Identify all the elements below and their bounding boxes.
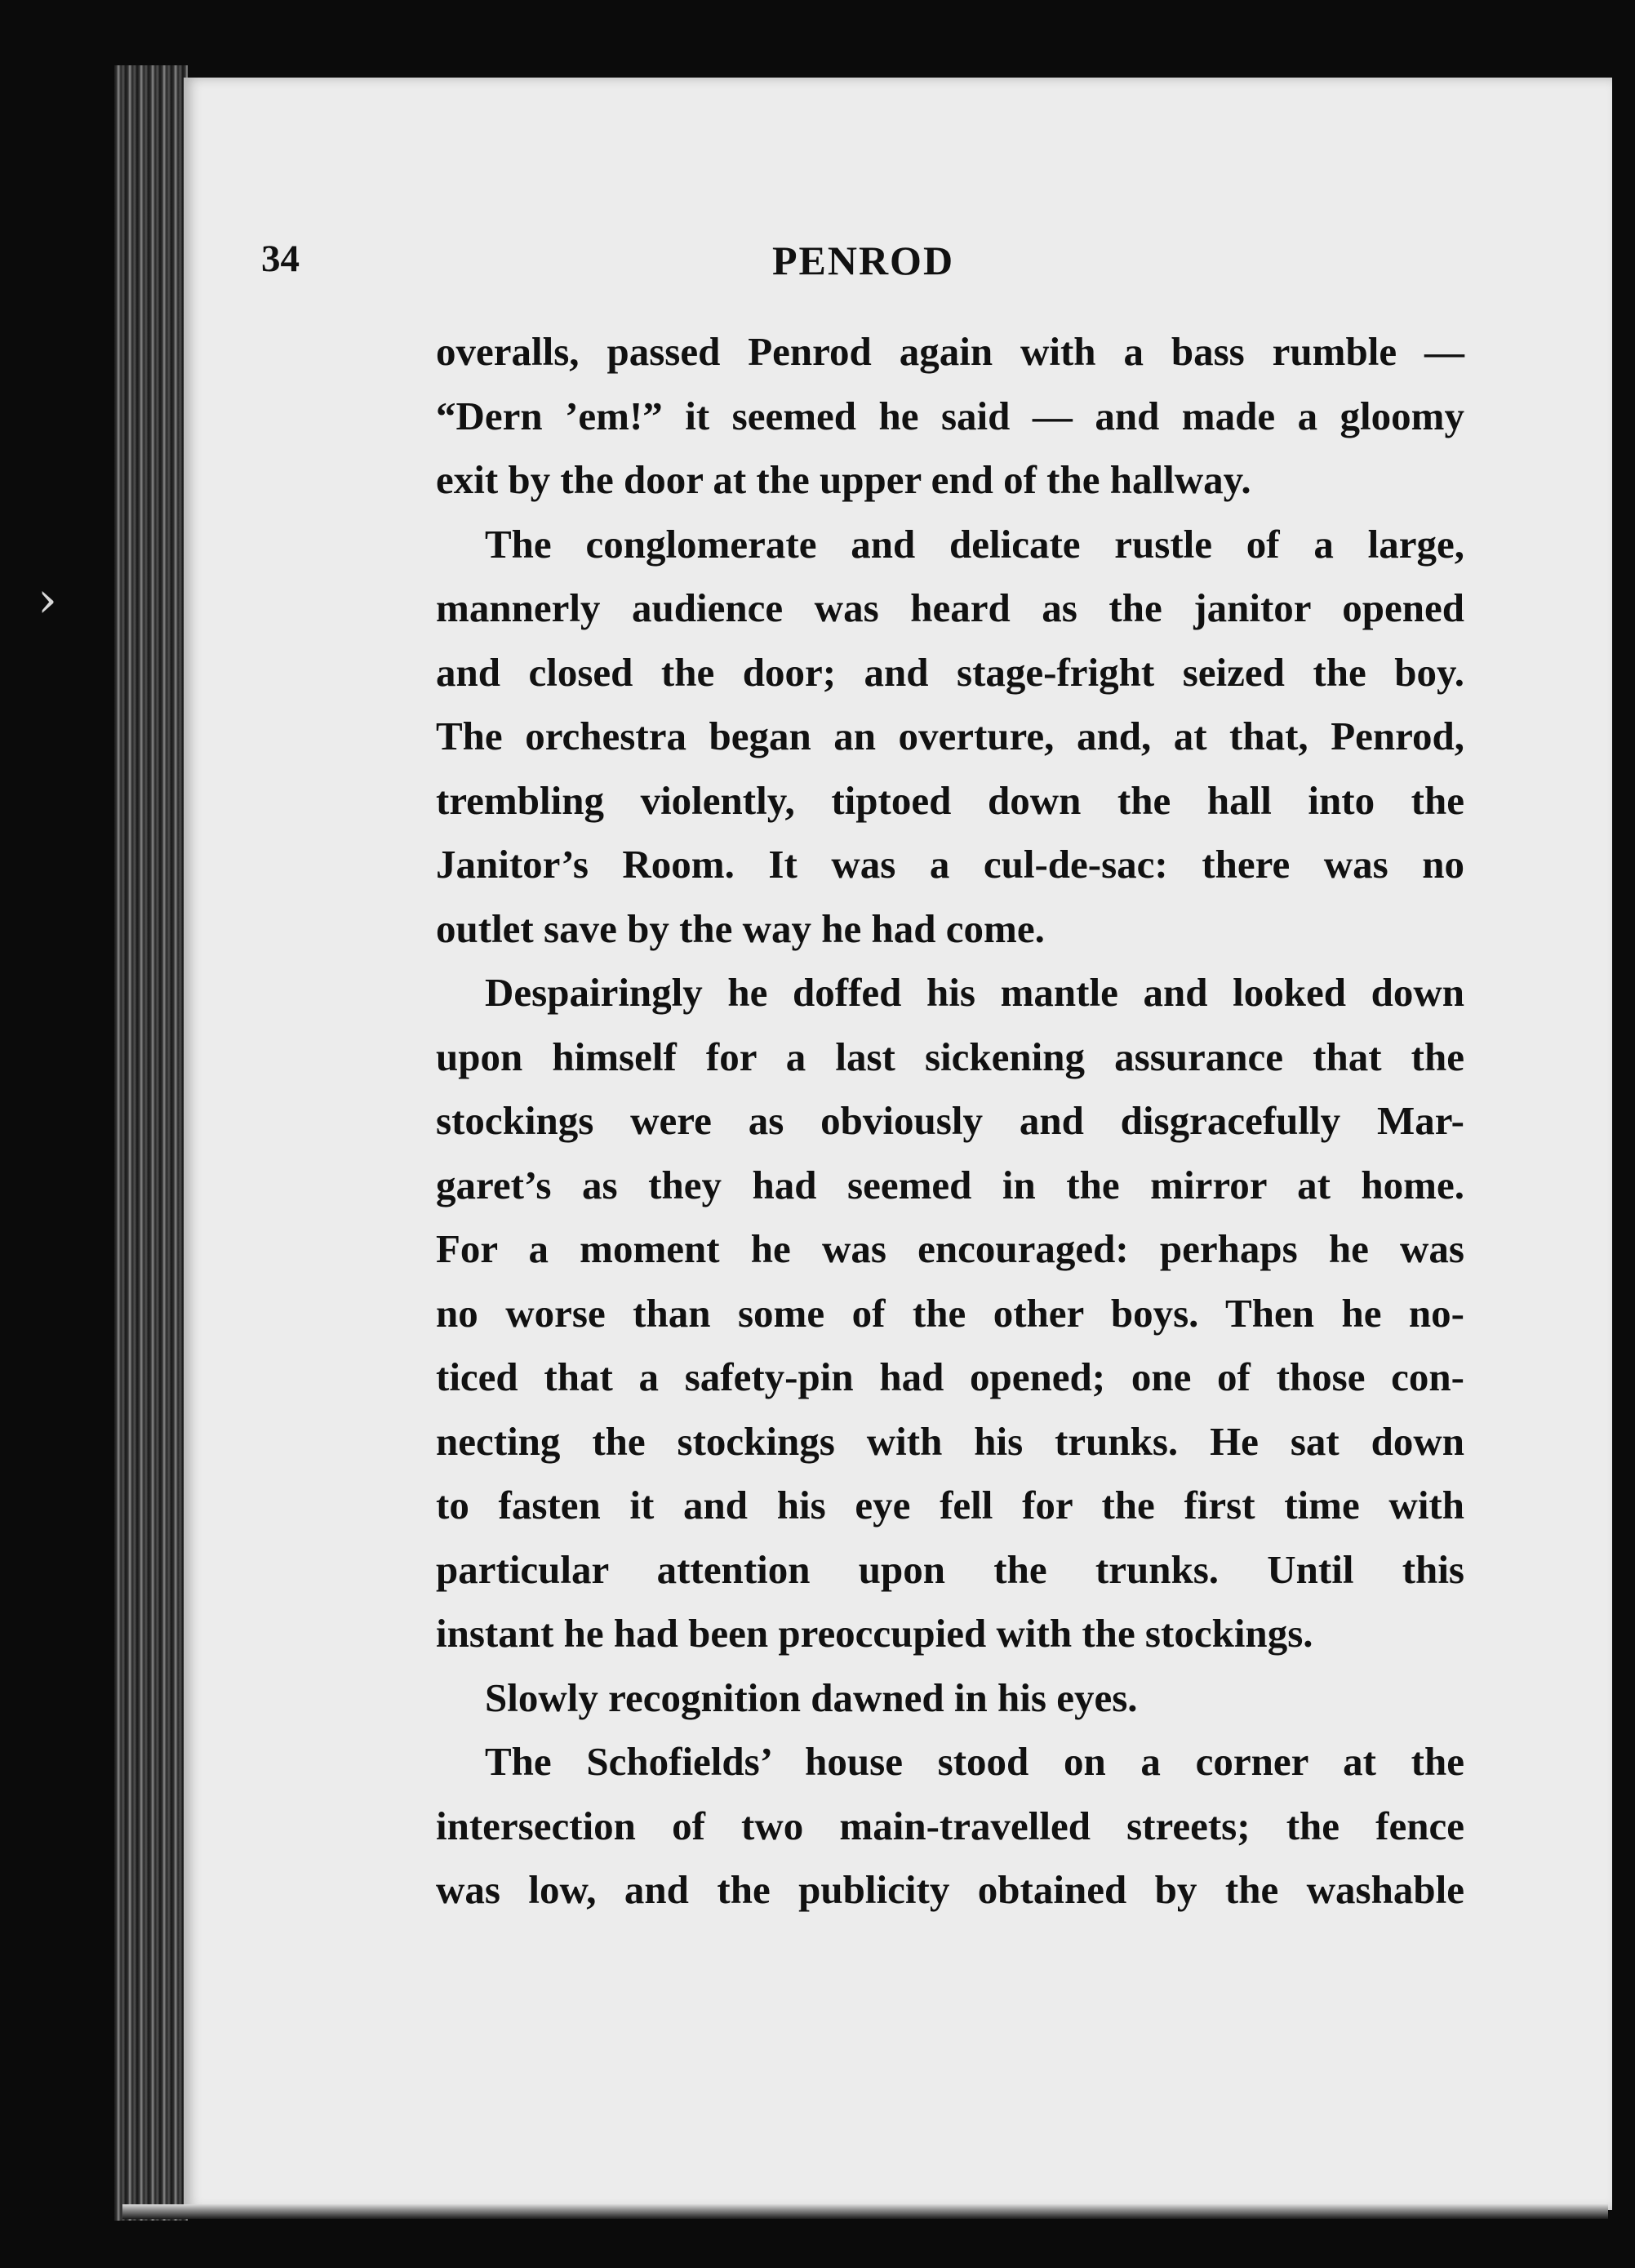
page-header bbox=[261, 237, 1465, 302]
text-line: outlet save by the way he had come. bbox=[436, 905, 1045, 951]
text-line: necting the stockings with his trunks. He sat down bbox=[436, 1418, 1464, 1464]
text-line: particular attention upon the trunks. Until this bbox=[436, 1546, 1464, 1592]
text-line: “Dern ’em!” it seemed he said — and made a gloomy bbox=[436, 393, 1464, 438]
text-line: Despairingly he doffed his mantle and looked down bbox=[485, 970, 1464, 1015]
body-text bbox=[436, 320, 1464, 1923]
text-line: The conglomerate and delicate rustle of a large, bbox=[485, 521, 1464, 567]
text-line: For a moment he was encouraged: perhaps he was bbox=[436, 1226, 1464, 1271]
page-number: 34 bbox=[261, 238, 300, 280]
text-line: overalls, passed Penrod again with a bass rumble — bbox=[436, 329, 1464, 374]
text-line: stockings were as obviously and disgracefully Mar- bbox=[436, 1098, 1464, 1143]
text-line: to fasten it and his eye fell for the first time with bbox=[436, 1483, 1464, 1528]
text-line: mannerly audience was heard as the janitor opened bbox=[436, 585, 1464, 630]
text-line: garet’s as they had seemed in the mirror at home. bbox=[436, 1162, 1464, 1207]
text-line: The Schofields’ house stood on a corner at the bbox=[485, 1739, 1464, 1784]
text-line: upon himself for a last sickening assurance that the bbox=[436, 1034, 1464, 1079]
text-line: no worse than some of the other boys. Then he no- bbox=[436, 1290, 1464, 1336]
text-line: trembling violently, tiptoed down the hall into the bbox=[436, 777, 1464, 823]
running-title: PENROD bbox=[771, 238, 955, 283]
margin-mark-icon: › bbox=[38, 571, 57, 629]
text-line: and closed the door; and stage-fright seized the boy. bbox=[436, 649, 1464, 695]
text-line: ticed that a safety-pin had opened; one of those con- bbox=[436, 1354, 1464, 1399]
text-line: exit by the door at the upper end of the hallway. bbox=[436, 457, 1251, 502]
text-line: intersection of two main-travelled streets; the fence bbox=[436, 1803, 1464, 1848]
text-line: Slowly recognition dawned in his eyes. bbox=[485, 1674, 1138, 1720]
book-spine bbox=[114, 65, 188, 2221]
text-line: The orchestra began an overture, and, at that, Penrod, bbox=[436, 714, 1464, 758]
text-line: instant he had been preoccupied with the stockings. bbox=[436, 1611, 1313, 1656]
text-line: was low, and the publicity obtained by the washable bbox=[436, 1867, 1464, 1912]
page-bottom-edge bbox=[122, 2204, 1608, 2219]
text-line: Janitor’s Room. It was a cul-de-sac: there was no bbox=[436, 842, 1464, 887]
